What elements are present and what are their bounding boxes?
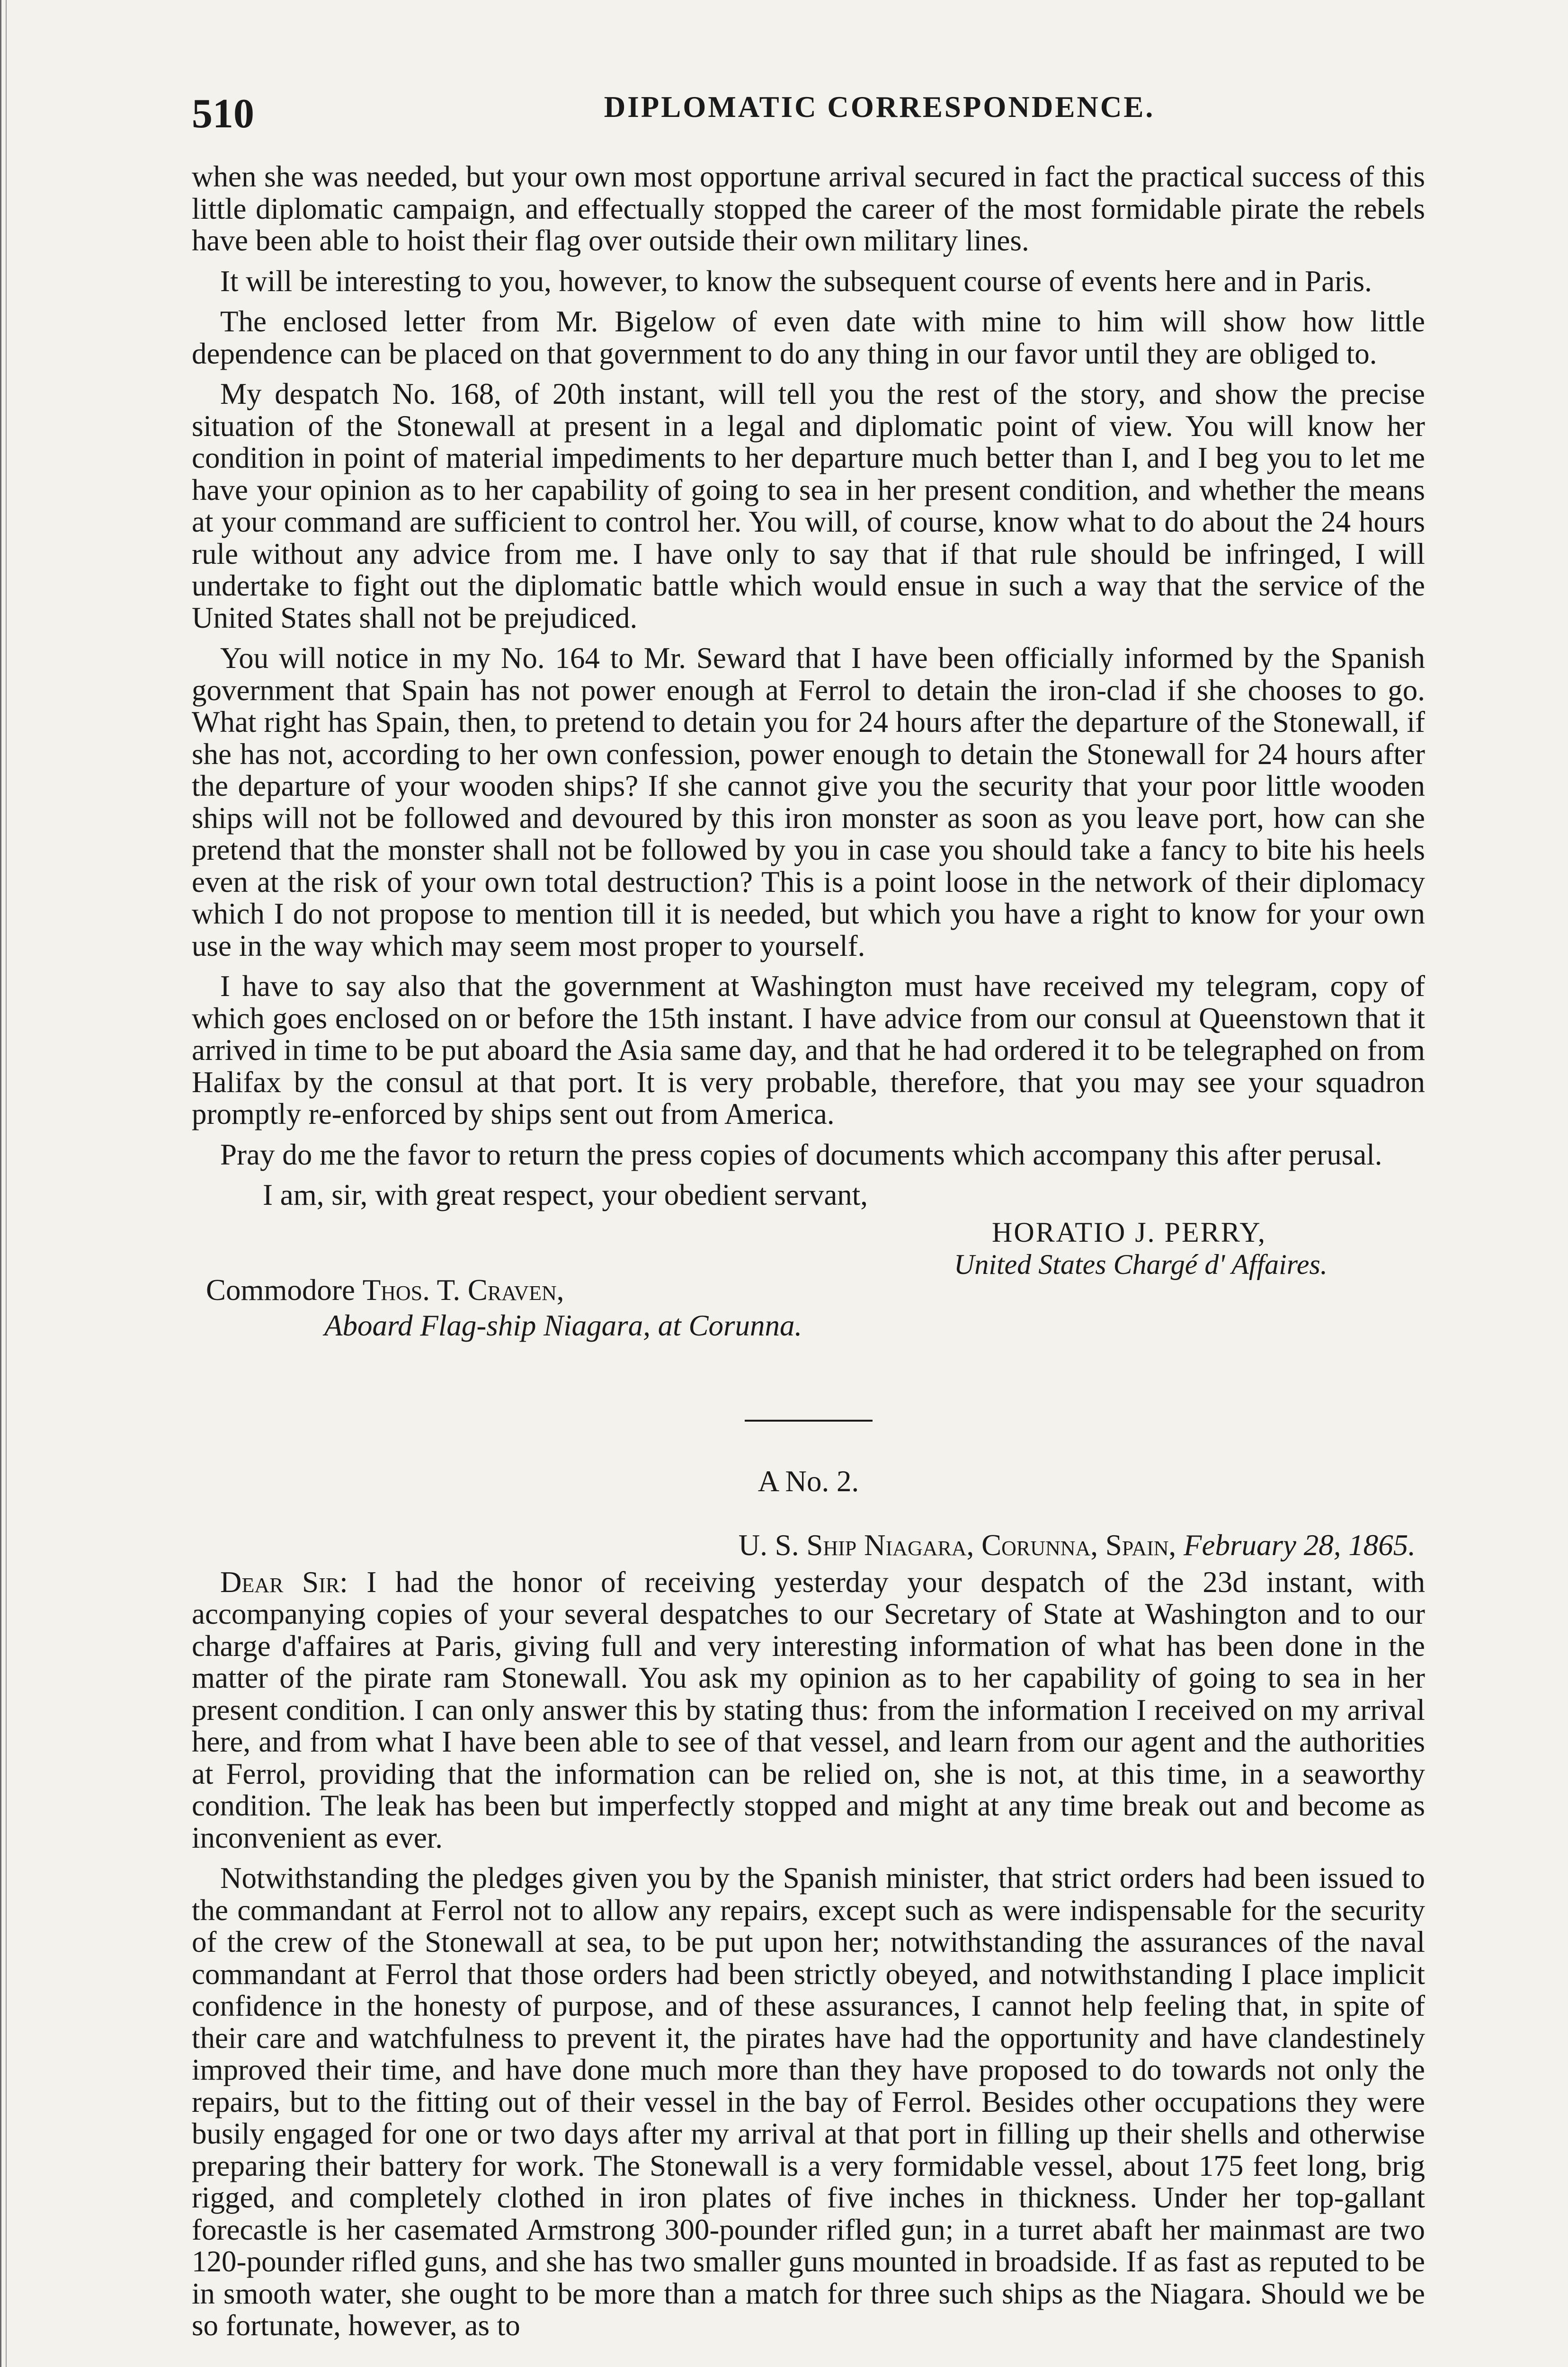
letter-one-paragraph: The enclosed letter from Mr. Bigelow of even date with mine to him will show how little dependence can be placed on that government to do any thing in our favor until they are obliged to. <box>192 305 1425 370</box>
letter-two-paragraph-text: I had the honor of receiving yesterday your despatch of the 23d instant, with accompanying copies of your several despatches to our Secretary of State at Washington and to our charge d'affaires at Paris, giving full and very interesting information of what has been done in the matter of the pirate ram Stonewall. You ask my opinion as to her capability of going to sea in her present condition. I can only answer this by stating thus: from the information I received on my arrival here, and from what I have been able to see of that vessel, and learn from our agent and the authorities at Ferrol, providing that the information can be relied on, she is not, at this time, in a seaworthy condition. The leak has been but imperfectly stopped and might at any time break out and become as inconvenient as ever. <box>192 1565 1425 1854</box>
letter-two-paragraph <box>192 1566 1425 1854</box>
letter-one-paragraph: Pray do me the favor to return the press copies of documents which accompany this after perusal. <box>220 1138 1382 1171</box>
addressee <box>192 1273 564 1308</box>
letter-one-paragraph: It will be interesting to you, however, to know the subsequent course of events here and in Paris. <box>220 264 1372 298</box>
letter-two-paragraph: Notwithstanding the pledges given you by the Spanish minister, that strict orders had been issued to the commandant at Ferrol not to allow any repairs, except such as were indispensable for the security of the crew of the Stonewall at sea, to be put upon her; notwithstanding the assurances of the naval commandant at Ferrol that those orders had been strictly obeyed, and notwithstanding I place implicit confidence in the honesty of purpose, and of these assurances, I cannot help feeling that, in spite of their care and watchfulness to prevent it, the pirates have had the opportunity and have clandestinely improved their time, and have done much more than they have proposed to do towards not only the repairs, but to the fitting out of their vessel in the bay of Ferrol. Besides other occupations they were busily engaged for one or two days after my arrival at that port in filling up their shells and otherwise preparing their battery for work. The Stonewall is a very formidable vessel, about 175 feet long, brig rigged, and completely clothed in iron plates of five inches in thickness. Under her top-gallant forecastle is her casemated Armstrong 300-pounder rifled gun; in a turret abaft her mainmast are two 120-pounder rifled guns, and she has two smaller guns mounted in broadside. If as fast as reputed to be in smooth water, she ought to be more than a match for three such ships as the Niagara. Should we be so fortunate, however, as to <box>192 1861 1425 2342</box>
addressee-prefix: Commodore <box>206 1273 355 1307</box>
dateline-place: U. S. Ship Niagara, Corunna, Spain, <box>738 1528 1176 1562</box>
running-title: DIPLOMATIC CORRESPONDENCE. <box>604 90 1155 124</box>
document-page <box>192 90 1425 2350</box>
letter-closing: I am, sir, with great respect, your obedient servant, <box>263 1178 868 1211</box>
signature-block <box>192 1216 1425 1342</box>
letter-one-paragraph: when she was needed, but your own most opportune arrival secured in fact the practical success of this little diplomatic campaign, and effectually stopped the career of the most formidable pirate the rebels have been able to hoist their flag over outside their own military lines. <box>192 160 1425 257</box>
binding-edge <box>0 0 7 2367</box>
salutation: Dear Sir: <box>220 1565 348 1599</box>
section-heading: A No. 2. <box>757 1464 859 1498</box>
letter-one-paragraph: My despatch No. 168, of 20th instant, will tell you the rest of the story, and show the precise situation of the Stonewall at present in a legal and diplomatic point of view. You will know her condition in point of material impediments to her departure much better than I, and I beg you to let me have your opinion as to her capability of going to sea in her present condition, and whether the means at your command are sufficient to control her. You will, of course, know what to do about the 24 hours rule without any advice from me. I have only to say that if that rule should be infringed, I will undertake to fight out the diplomatic battle which would ensue in such a way that the service of the United States shall not be prejudiced. <box>192 377 1425 634</box>
signature-name: HORATIO J. PERRY, <box>992 1216 1267 1248</box>
letter-one-body <box>192 161 1425 1171</box>
page-number: 510 <box>192 91 254 137</box>
letter-one-paragraph: You will notice in my No. 164 to Mr. Seward that I have been officially informed by the Spanish government that Spain has not power enough at Ferrol to detain the iron-clad if she chooses to go. What right has Spain, then, to pretend to detain you for 24 hours after the departure of the Stonewall, if she has not, according to her own confession, power enough to detain the Stonewall for 24 hours after the departure of your wooden ships? If she cannot give you the security that your poor little wooden ships will not be followed and devoured by this iron monster as soon as you leave port, how can she pretend that the monster shall not be followed by you in case you should take a fancy to bite his heels even at the risk of your own total destruction? This is a point loose in the network of their diplomacy which I do not propose to mention till it is needed, but which you have a right to know for your own use in the way which may seem most proper to yourself. <box>192 641 1425 962</box>
letter-two-dateline <box>192 1528 1425 1563</box>
signature-title: United States Chargé d' Affaires. <box>954 1248 1327 1280</box>
running-header <box>192 90 1425 161</box>
letter-two-body <box>192 1566 1425 2342</box>
letter-one-paragraph: I have to say also that the government at Washington must have received my telegram, copy of which goes enclosed on or before the 15th instant. I have advice from our consul at Queenstown that it arrived in time to be put aboard the Asia same day, and that he had ordered it to be telegraphed on from Halifax by the consul at that port. It is very probable, therefore, that you may see your squadron promptly re-enforced by ships sent out from America. <box>192 970 1425 1130</box>
dateline-date: February 28, 1865. <box>1184 1528 1416 1562</box>
addressee-name: Thos. T. Craven, <box>362 1273 564 1307</box>
addressee-place: Aboard Flag-ship Niagara, at Corunna. <box>324 1308 802 1342</box>
section-divider <box>745 1420 873 1422</box>
